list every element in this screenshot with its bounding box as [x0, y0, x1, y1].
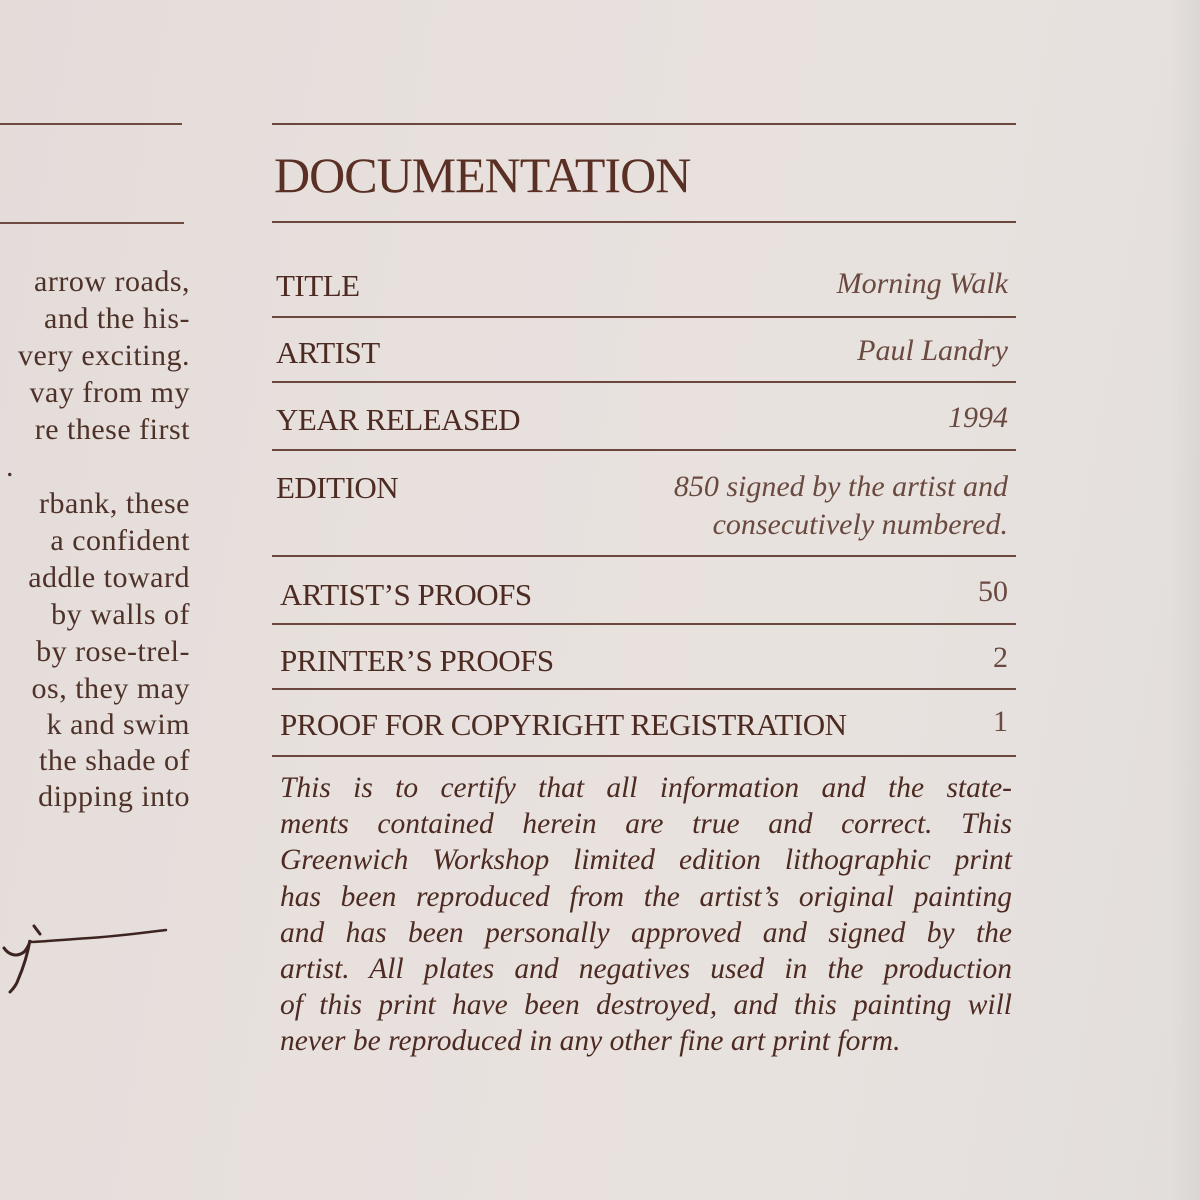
left-body-line: k and swim: [46, 708, 190, 741]
left-body-line: and the his-: [44, 302, 190, 335]
certification-line: has been reproduced from the artist’s original painting: [280, 880, 1012, 913]
year-released-value: 1994: [948, 401, 1008, 434]
row-rule: [272, 381, 1016, 383]
left-body-line: the shade of: [39, 744, 190, 777]
certification-text: [280, 770, 1012, 1060]
signature-mark: [0, 920, 180, 1010]
left-body-line: vay from my: [29, 376, 190, 409]
edition-label: EDITION: [276, 470, 399, 505]
copyright-proof-value: 1: [993, 705, 1008, 738]
row-rule: [272, 688, 1016, 690]
left-body-line: by rose-trel-: [36, 635, 190, 668]
certification-line: Greenwich Workshop limited edition lithographic print: [280, 844, 1012, 877]
certification-line: of this print have been destroyed, and this painting will: [280, 989, 1012, 1022]
documentation-section: [272, 0, 1016, 1200]
left-top-rule: [0, 123, 182, 125]
artist-value: Paul Landry: [857, 334, 1008, 367]
printers-proofs-value: 2: [993, 641, 1008, 674]
title-label: TITLE: [276, 268, 360, 303]
certification-line: ments contained herein are true and correct. This: [280, 808, 1012, 841]
artist-label: ARTIST: [276, 335, 380, 370]
left-body-line: very exciting.: [18, 339, 190, 372]
artists-proofs-label: ARTIST’S PROOFS: [280, 577, 532, 612]
row-rule: [272, 755, 1016, 757]
certification-line: This is to certify that all information and the state-: [280, 772, 1012, 804]
left-body-line: dipping into: [38, 780, 190, 813]
left-body-line: by walls of: [51, 598, 190, 631]
left-body-line: os, they may: [31, 672, 190, 705]
year-released-label: YEAR RELEASED: [276, 402, 521, 437]
row-rule: [272, 555, 1016, 557]
title-value: Morning Walk: [836, 267, 1008, 300]
left-body-line: re these first: [34, 413, 190, 446]
heading-rule: [272, 221, 1016, 223]
left-body-line: a confident: [50, 524, 190, 557]
printers-proofs-label: PRINTER’S PROOFS: [280, 643, 554, 678]
edition-value: [674, 468, 1008, 544]
left-body-line: addle toward: [28, 561, 190, 594]
left-body-line: arrow roads,: [34, 265, 190, 298]
copyright-proof-label: PROOF FOR COPYRIGHT REGISTRATION: [280, 707, 847, 742]
edition-value-line: 850 signed by the artist and: [673, 470, 1008, 503]
left-column: [0, 0, 200, 1200]
left-second-rule: [0, 222, 184, 224]
edition-value-line: consecutively numbered.: [712, 508, 1008, 541]
certification-line: and has been personally approved and signed by the: [280, 916, 1012, 949]
row-rule: [272, 316, 1016, 318]
left-body-line: rbank, these: [39, 487, 190, 520]
documentation-heading: DOCUMENTATION: [274, 147, 691, 203]
certification-line: never be reproduced in any other fine art print form.: [280, 1025, 901, 1058]
top-rule: [272, 123, 1016, 125]
row-rule: [272, 623, 1016, 625]
page-edge: [1170, 0, 1200, 1200]
certification-line: artist. All plates and negatives used in the production: [280, 953, 1012, 986]
left-body-line: .: [6, 450, 14, 483]
row-rule: [272, 449, 1016, 451]
artists-proofs-value: 50: [978, 575, 1008, 608]
